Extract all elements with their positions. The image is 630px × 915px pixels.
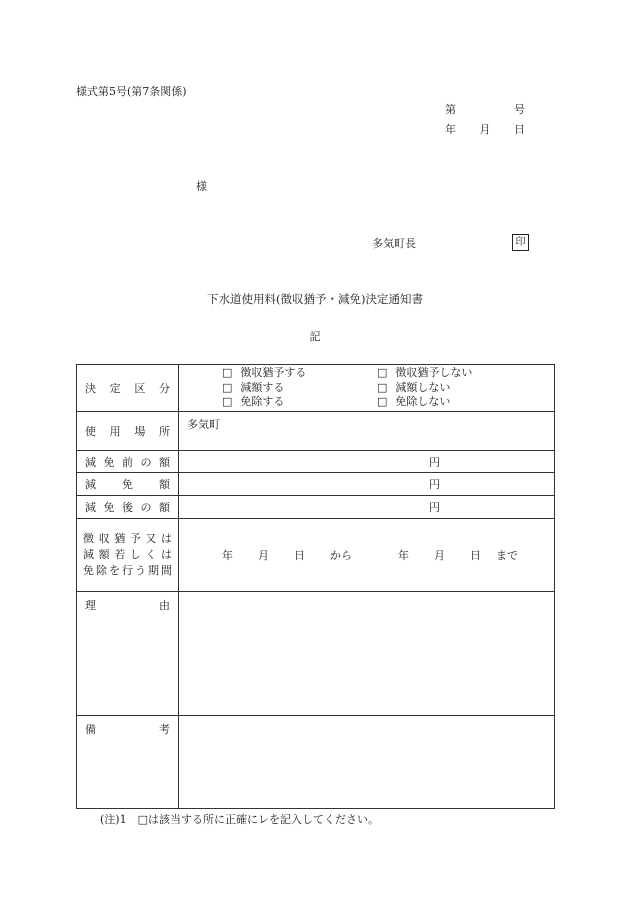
option-no-exempt[interactable]: □ 免除しない bbox=[377, 395, 451, 409]
date-year: 年 bbox=[445, 123, 456, 136]
checkbox: □ bbox=[222, 365, 233, 379]
notice-table bbox=[76, 364, 555, 809]
period-value[interactable]: 年 月 日 から 年 月 日 まで bbox=[179, 519, 555, 592]
place-label: 使 用 場 所 bbox=[77, 412, 179, 451]
after-amount-label: 減 免 後 の 額 bbox=[77, 496, 179, 519]
period-row bbox=[77, 519, 555, 592]
decision-label: 決 定 区 分 bbox=[77, 365, 179, 412]
remarks-label: 備 考 bbox=[77, 716, 179, 809]
seal-box: 印 bbox=[512, 234, 529, 251]
footnote: (注)1 □は該当する所に正確にレを記入してください。 bbox=[100, 813, 379, 826]
before-amount-row bbox=[77, 451, 555, 473]
reason-row bbox=[77, 592, 555, 716]
reduction-amount-row bbox=[77, 473, 555, 496]
remarks-value[interactable] bbox=[179, 716, 555, 809]
before-amount-label: 減 免 前 の 額 bbox=[77, 451, 179, 473]
number-suffix: 号 bbox=[514, 103, 525, 116]
period-label: 徴 収 猶 予 又 は 減 額 若 し く は 免 除 を 行 う 期 間 bbox=[77, 519, 179, 592]
reason-value[interactable] bbox=[179, 592, 555, 716]
place-row bbox=[77, 412, 555, 451]
after-amount-row bbox=[77, 496, 555, 519]
option-no-reduce[interactable]: □ 減額しない bbox=[377, 380, 451, 394]
form-number: 様式第5号(第7条関係) bbox=[76, 85, 187, 98]
number-prefix: 第 bbox=[445, 103, 456, 116]
place-value[interactable]: 多気町 bbox=[179, 412, 555, 451]
reduction-amount-value[interactable]: 円 bbox=[179, 473, 555, 496]
checkbox: □ bbox=[377, 365, 388, 379]
remarks-row bbox=[77, 716, 555, 809]
issue-date-line bbox=[445, 124, 525, 135]
checkbox: □ bbox=[222, 380, 233, 394]
reduction-amount-label: 減 免 額 bbox=[77, 473, 179, 496]
option-no-defer[interactable]: □ 徴収猶予しない bbox=[377, 365, 473, 379]
option-defer[interactable]: □ 徴収猶予する bbox=[222, 365, 307, 379]
option-exempt[interactable]: □ 免除する bbox=[222, 395, 285, 409]
decision-options bbox=[179, 365, 555, 412]
before-amount-value[interactable]: 円 bbox=[179, 451, 555, 473]
ki-heading: 記 bbox=[309, 330, 321, 343]
checkbox: □ bbox=[222, 395, 233, 409]
decision-row bbox=[77, 365, 555, 412]
issuer-name: 多気町長 bbox=[372, 237, 416, 250]
reason-label: 理 由 bbox=[77, 592, 179, 716]
date-day: 日 bbox=[514, 123, 525, 136]
document-title: 下水道使用料(徴収猶予・減免)決定通知書 bbox=[207, 292, 423, 306]
checkbox: □ bbox=[377, 380, 388, 394]
addressee-suffix: 様 bbox=[196, 180, 207, 193]
document-number-line bbox=[445, 104, 525, 115]
after-amount-value[interactable]: 円 bbox=[179, 496, 555, 519]
date-month: 月 bbox=[479, 123, 491, 136]
checkbox: □ bbox=[377, 395, 388, 409]
option-reduce[interactable]: □ 減額する bbox=[222, 380, 285, 394]
